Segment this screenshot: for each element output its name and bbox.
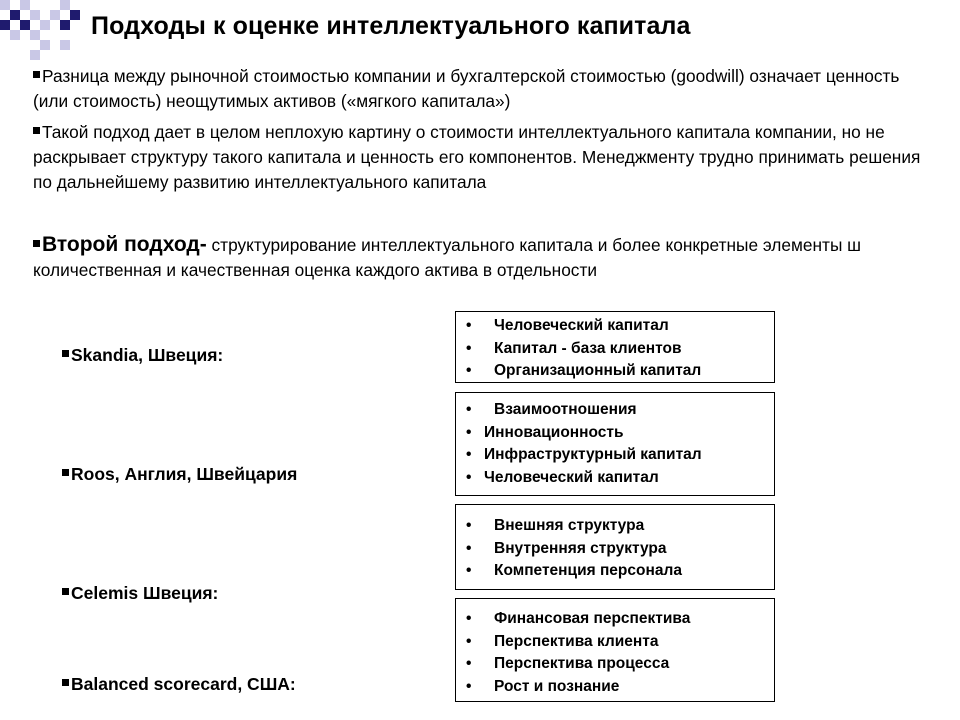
model-label-skandia: Skandia, Швеция: xyxy=(62,345,223,366)
model-label-celemis: Celemis Швеция: xyxy=(62,583,218,604)
list-item: • Взаимоотношения xyxy=(466,401,637,418)
list-item: • Внутренняя структура xyxy=(466,539,667,557)
slide-logo xyxy=(0,0,80,60)
model-label-roos: Roos, Англия, Швейцария xyxy=(62,464,297,485)
paragraph-second-approach: Второй подход- структурирование интеллектуального капитала и более конкретные элементы ш количественная и качественная оценка каждого актива в отдельности xyxy=(33,233,862,280)
list-item: • Инфраструктурный капитал xyxy=(466,446,702,463)
model-label-balanced-scorecard: Balanced scorecard, США: xyxy=(62,674,296,695)
list-item: • Перспектива клиента xyxy=(466,632,659,650)
square-bullet-icon xyxy=(33,71,40,78)
second-approach-heading: Второй подход- xyxy=(42,233,207,256)
square-bullet-icon xyxy=(33,127,40,134)
square-bullet-icon xyxy=(62,588,69,595)
model-box-celemis xyxy=(455,504,775,590)
model-box-roos xyxy=(455,392,775,496)
list-item: • Перспектива процесса xyxy=(466,655,670,672)
list-item: • Финансовая перспектива xyxy=(466,610,691,627)
model-box-balanced-scorecard xyxy=(455,598,775,702)
list-item: • Человеческий капитал xyxy=(466,317,669,334)
square-bullet-icon xyxy=(62,469,69,476)
paragraph-approach-summary: Такой подход дает в целом неплохую картину о стоимости интеллектуального капитала компании, но не раскрывает структуру такого капитала и ценность его компонентов. Менеджменту трудно принимать решения по дальнейшему развитию интеллектуального капитала xyxy=(33,122,921,192)
square-bullet-icon xyxy=(62,679,69,686)
list-item: • Капитал - база клиентов xyxy=(466,339,682,357)
list-item: • Внешняя структура xyxy=(466,517,645,534)
slide-title: Подходы к оценке интеллектуального капитала xyxy=(91,12,691,40)
model-box-skandia xyxy=(455,311,775,383)
square-bullet-icon xyxy=(62,350,69,357)
list-item: • Рост и познание xyxy=(466,677,620,695)
list-item: • Человеческий капитал xyxy=(466,468,659,486)
list-item: • Организационный капитал xyxy=(466,362,702,379)
paragraph-market-value: Разница между рыночной стоимостью компании и бухгалтерской стоимостью (goodwill) означает ценность (или стоимость) неощутимых активов («мягкого капитала») xyxy=(33,66,900,111)
square-bullet-icon xyxy=(33,240,40,247)
list-item: • Компетенция персонала xyxy=(466,562,682,579)
list-item: • Инновационность xyxy=(466,423,624,441)
